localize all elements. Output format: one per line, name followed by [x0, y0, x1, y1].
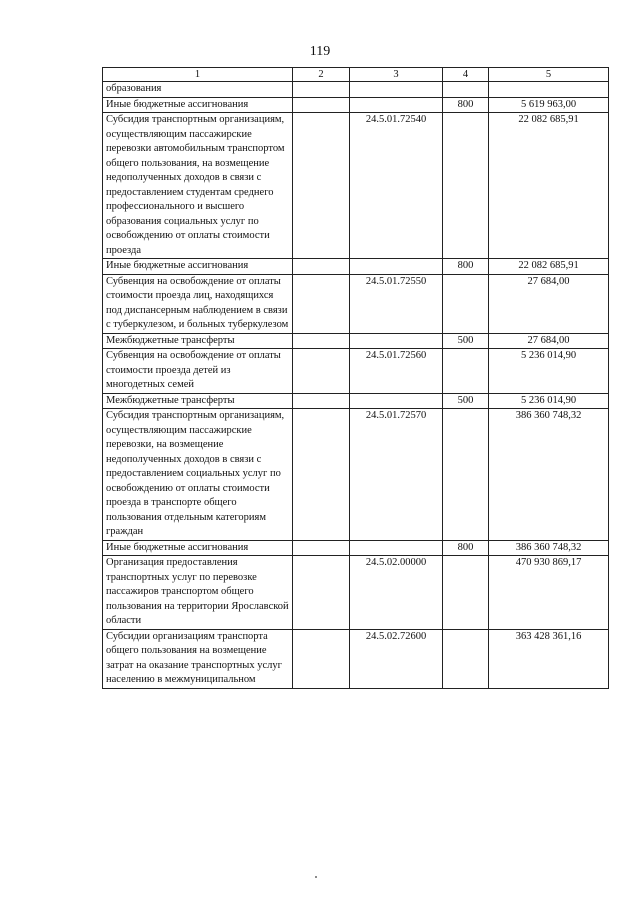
row-code: 24.5.01.72570: [350, 409, 443, 541]
row-code: [350, 82, 443, 98]
row-code: 24.5.02.72600: [350, 629, 443, 688]
row-type: 800: [443, 97, 489, 113]
row-type: 500: [443, 333, 489, 349]
table-row: [103, 349, 609, 394]
row-name: Субсидии организациям транспорта общего пользования на возмещение затрат на оказание транспортных услуг населению в межмуниципальном: [103, 629, 293, 688]
row-name: Организация предоставления транспортных услуг по перевозке пассажиров транспортом общего пользования на территории Ярославской области: [103, 556, 293, 630]
row-col2: [293, 82, 350, 98]
table-row: [103, 113, 609, 259]
row-code: [350, 540, 443, 556]
row-sum: 27 684,00: [489, 274, 609, 333]
row-type: 800: [443, 540, 489, 556]
row-code: [350, 393, 443, 409]
table-row: [103, 82, 609, 98]
row-type: 500: [443, 393, 489, 409]
budget-table: [102, 67, 609, 689]
row-col2: [293, 629, 350, 688]
row-sum: 22 082 685,91: [489, 113, 609, 259]
row-sum: 386 360 748,32: [489, 409, 609, 541]
row-col2: [293, 113, 350, 259]
row-col2: [293, 393, 350, 409]
row-name: Межбюджетные трансферты: [103, 393, 293, 409]
row-name: Иные бюджетные ассигнования: [103, 97, 293, 113]
table-row: [103, 393, 609, 409]
row-code: 24.5.01.72540: [350, 113, 443, 259]
row-sum: 5 619 963,00: [489, 97, 609, 113]
table-row: [103, 97, 609, 113]
table-row: [103, 629, 609, 688]
row-code: [350, 333, 443, 349]
row-col2: [293, 97, 350, 113]
row-code: [350, 97, 443, 113]
row-sum: [489, 82, 609, 98]
row-type: [443, 274, 489, 333]
table-row: [103, 540, 609, 556]
row-type: [443, 82, 489, 98]
table-row: [103, 259, 609, 275]
row-sum: 27 684,00: [489, 333, 609, 349]
scan-speck: [315, 876, 317, 878]
row-name: Межбюджетные трансферты: [103, 333, 293, 349]
row-name: Субсидия транспортным организациям, осуществляющим пассажирские перевозки автомобильным транспортом общего пользования, на возмещение недополученных доходов в связи с предоставлением студентам среднего профессионального и высшего образования социальных услуг по освобождению от оплаты стоимости проезда: [103, 113, 293, 259]
row-sum: 363 428 361,16: [489, 629, 609, 688]
table-header-row: [103, 68, 609, 82]
row-type: [443, 556, 489, 630]
row-col2: [293, 349, 350, 394]
row-name: Иные бюджетные ассигнования: [103, 540, 293, 556]
header-col-3: 3: [350, 68, 443, 82]
row-name: Субвенция на освобождение от оплаты стоимости проезда лиц, находящихся под диспансерным наблюдением в связи с туберкулезом, и больных туберкулезом: [103, 274, 293, 333]
header-col-5: 5: [489, 68, 609, 82]
row-type: [443, 409, 489, 541]
row-col2: [293, 540, 350, 556]
table-row: [103, 556, 609, 630]
row-col2: [293, 556, 350, 630]
row-col2: [293, 259, 350, 275]
row-col2: [293, 333, 350, 349]
header-col-1: 1: [103, 68, 293, 82]
row-code: 24.5.01.72560: [350, 349, 443, 394]
row-col2: [293, 274, 350, 333]
row-name: Иные бюджетные ассигнования: [103, 259, 293, 275]
page-number: 119: [309, 44, 331, 59]
row-sum: 386 360 748,32: [489, 540, 609, 556]
row-sum: 5 236 014,90: [489, 349, 609, 394]
row-name: образования: [103, 82, 293, 98]
row-type: [443, 349, 489, 394]
row-code: [350, 259, 443, 275]
row-type: [443, 629, 489, 688]
table-row: [103, 333, 609, 349]
row-type: [443, 113, 489, 259]
row-name: Субсидия транспортным организациям, осуществляющим пассажирские перевозки, на возмещение недополученных доходов в связи с предоставлением социальных услуг по освобождению от оплаты стоимости проезда в транспорте общего пользования отдельным категориям граждан: [103, 409, 293, 541]
row-code: 24.5.02.00000: [350, 556, 443, 630]
row-code: 24.5.01.72550: [350, 274, 443, 333]
row-type: 800: [443, 259, 489, 275]
row-sum: 5 236 014,90: [489, 393, 609, 409]
header-col-4: 4: [443, 68, 489, 82]
row-sum: 22 082 685,91: [489, 259, 609, 275]
row-sum: 470 930 869,17: [489, 556, 609, 630]
header-col-2: 2: [293, 68, 350, 82]
row-col2: [293, 409, 350, 541]
row-name: Субвенция на освобождение от оплаты стоимости проезда детей из многодетных семей: [103, 349, 293, 394]
table-row: [103, 409, 609, 541]
table-row: [103, 274, 609, 333]
